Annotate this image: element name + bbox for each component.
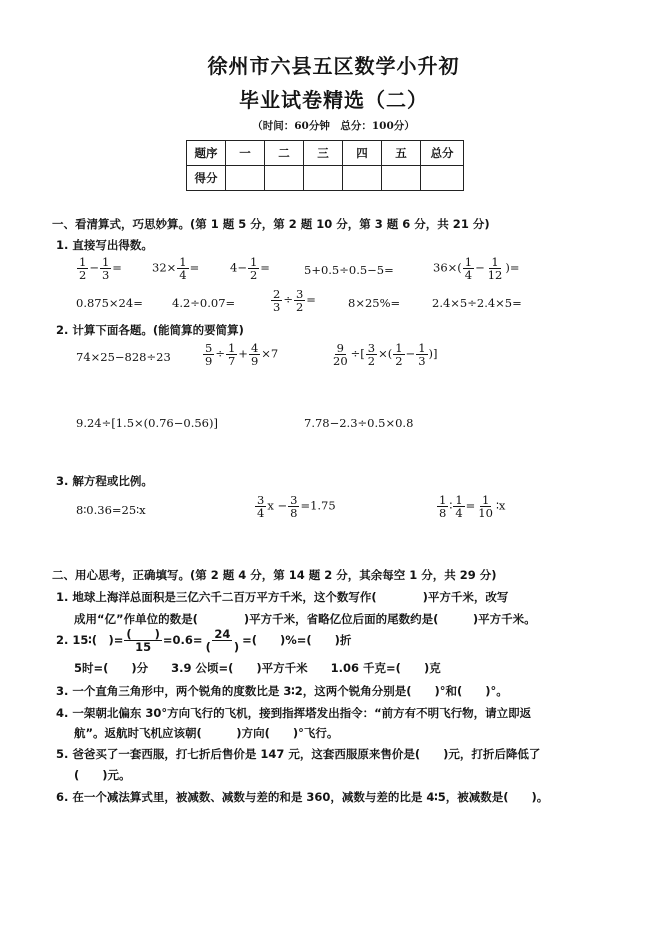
page-title: 徐州市六县五区数学小升初 xyxy=(207,54,460,78)
expression xyxy=(152,256,199,281)
operator: − xyxy=(475,260,485,275)
expression-tail: = xyxy=(260,260,270,275)
denominator: 3 xyxy=(418,354,426,369)
operator: ∶ xyxy=(449,498,453,513)
table-cell: 题序 xyxy=(187,141,226,166)
score-table-header-row xyxy=(187,141,464,166)
expression-tail: ∶x xyxy=(495,498,506,513)
denominator: ( ) xyxy=(205,640,240,655)
expression-tail: )= xyxy=(505,260,520,275)
denominator: 4 xyxy=(179,268,187,283)
expression-text: 8∶0.36=25∶x xyxy=(76,503,146,517)
expression: 8×25%= xyxy=(348,296,401,310)
expression-tail: =1.75 xyxy=(300,498,336,513)
page-subtitle: 毕业试卷精选（二） xyxy=(239,88,428,112)
denominator: 3 xyxy=(101,268,110,283)
numerator: 24 xyxy=(214,627,231,641)
expression: 4.2÷0.07= xyxy=(172,296,236,310)
question-line: 1. 地球上海洋总面积是三亿六千二百万平方千米，这个数写作( )平方千米，改写 xyxy=(56,590,509,604)
operator: = xyxy=(465,498,476,513)
expression xyxy=(330,342,438,367)
question-line: 3. 一个直角三角形中，两个锐角的度数比是 3∶2，这两个锐角分别是( )°和( )°。 xyxy=(56,684,508,698)
numerator: 3 xyxy=(257,493,265,507)
expression: 5+0.5÷0.5−5= xyxy=(304,263,394,277)
numerator: 1 xyxy=(439,493,447,507)
question-title: 2. 计算下面各题。(能简算的要简算) xyxy=(56,323,244,337)
table-cell: 五 xyxy=(382,141,421,166)
question-text: =( )%=( )折 xyxy=(242,633,352,648)
denominator: 7 xyxy=(227,354,236,369)
numerator: 9 xyxy=(336,341,344,355)
numerator: 1 xyxy=(101,255,110,269)
table-cell: 二 xyxy=(265,141,304,166)
expression xyxy=(433,256,520,281)
operator: ÷[ xyxy=(350,346,365,361)
table-cell: 四 xyxy=(343,141,382,166)
operator: ÷ xyxy=(215,346,225,361)
expression: 74×25−828÷23 xyxy=(76,350,171,364)
denominator: 4 xyxy=(257,506,265,521)
operator: − xyxy=(405,346,416,361)
numerator: 1 xyxy=(491,255,499,269)
denominator: 2 xyxy=(79,268,87,283)
expression xyxy=(76,256,122,281)
expression xyxy=(230,256,270,281)
score-table-score-row xyxy=(187,166,464,191)
question-line: 成用“亿”作单位的数是( )平方千米，省略亿位后面的尾数约是( )平方千米。 xyxy=(74,612,536,626)
expression xyxy=(436,494,505,519)
operator: + xyxy=(238,346,248,361)
numerator: 1 xyxy=(464,255,473,269)
numerator: 3 xyxy=(290,493,298,507)
question-text: =0.6= xyxy=(162,633,203,648)
denominator: 4 xyxy=(464,268,473,283)
score-table xyxy=(186,140,464,191)
expression: 7.78−2.3÷0.5×0.8 xyxy=(304,416,414,430)
expression-tail: )] xyxy=(428,346,438,361)
question-line: 航”。返航时飞机应该朝( )方向( )°飞行。 xyxy=(74,726,339,740)
denominator: 12 xyxy=(487,268,503,283)
denominator: 20 xyxy=(333,354,348,369)
numerator: 4 xyxy=(250,341,259,355)
score-blank[interactable] xyxy=(226,166,265,191)
denominator: 9 xyxy=(250,354,259,369)
denominator: 2 xyxy=(367,354,376,369)
question-line: 6. 在一个减法算式里，被减数、减数与差的和是 360，减数与差的比是 4∶5，被减数是( )。 xyxy=(56,790,549,804)
denominator: 10 xyxy=(478,506,493,521)
expression xyxy=(76,503,146,517)
expression xyxy=(270,288,316,313)
numerator: 1 xyxy=(455,493,463,507)
question-title: 1. 直接写出得数。 xyxy=(56,238,153,252)
numerator: 1 xyxy=(79,255,87,269)
expression-tail: = xyxy=(306,292,316,307)
table-cell: 一 xyxy=(226,141,265,166)
denominator: 2 xyxy=(249,268,258,283)
score-blank[interactable] xyxy=(265,166,304,191)
operator: ×( xyxy=(378,346,393,361)
numerator: 1 xyxy=(249,255,258,269)
numerator: 1 xyxy=(481,493,490,507)
numerator: 2 xyxy=(273,287,281,301)
expression-text: 36×( xyxy=(433,260,462,275)
denominator: 9 xyxy=(205,354,213,369)
score-blank[interactable] xyxy=(421,166,464,191)
numerator: 3 xyxy=(295,287,304,301)
denominator: 2 xyxy=(395,354,403,369)
question-title: 3. 解方程或比例。 xyxy=(56,474,153,488)
expression-text: 4− xyxy=(230,260,247,275)
section-heading: 一、看清算式，巧思妙算。(第 1 题 5 分，第 2 题 10 分，第 3 题 6 分，共 21 分) xyxy=(52,217,490,231)
question-line: 4. 一架朝北偏东 30°方向飞行的飞机，接到指挥塔发出指令：“前方有不明飞行物，请立即返 xyxy=(56,706,532,720)
numerator: 1 xyxy=(227,341,236,355)
expression: 9.24÷[1.5×(0.76−0.56)] xyxy=(76,416,218,430)
table-cell: 总分 xyxy=(421,141,464,166)
section-heading: 二、用心思考，正确填写。(第 2 题 4 分，第 14 题 2 分，其余每空 1 分，共 29 分) xyxy=(52,568,497,582)
expression xyxy=(202,342,278,367)
expression: 0.875×24= xyxy=(76,296,143,310)
expression-text: x − xyxy=(267,498,288,513)
score-blank[interactable] xyxy=(382,166,421,191)
operator: ÷ xyxy=(283,292,293,307)
operator: − xyxy=(89,260,99,275)
expression: 2.4×5÷2.4×5= xyxy=(432,296,522,310)
score-blank[interactable] xyxy=(343,166,382,191)
question-line xyxy=(56,628,351,653)
expression-tail: = xyxy=(189,260,200,275)
numerator: 5 xyxy=(205,341,213,355)
table-cell: 得分 xyxy=(187,166,226,191)
score-blank[interactable] xyxy=(304,166,343,191)
numerator: ( ) xyxy=(126,627,160,641)
numerator: 1 xyxy=(179,255,187,269)
denominator: 2 xyxy=(295,300,304,315)
numerator: 3 xyxy=(367,341,376,355)
table-cell: 三 xyxy=(304,141,343,166)
denominator: 8 xyxy=(290,506,298,521)
denominator: 4 xyxy=(455,506,463,521)
expression xyxy=(254,494,336,519)
denominator: 3 xyxy=(273,300,281,315)
numerator: 1 xyxy=(418,341,426,355)
expression-tail: = xyxy=(112,260,122,275)
denominator: 8 xyxy=(439,506,447,521)
expression-tail: ×7 xyxy=(261,346,279,361)
question-line: 5时=( )分 3.9 公顷=( )平方千米 1.06 千克=( )克 xyxy=(74,661,441,675)
exam-info: （时间：60分钟 总分：100分） xyxy=(252,120,415,132)
question-line: ( )元。 xyxy=(74,768,131,782)
numerator: 1 xyxy=(395,341,403,355)
denominator: 15 xyxy=(135,640,152,655)
expression-text: 32× xyxy=(152,260,177,275)
question-text: 2. 15∶( )= xyxy=(56,633,124,648)
question-line: 5. 爸爸买了一套西服，打七折后售价是 147 元，这套西服原来售价是( )元，打折后降低了 xyxy=(56,747,541,761)
